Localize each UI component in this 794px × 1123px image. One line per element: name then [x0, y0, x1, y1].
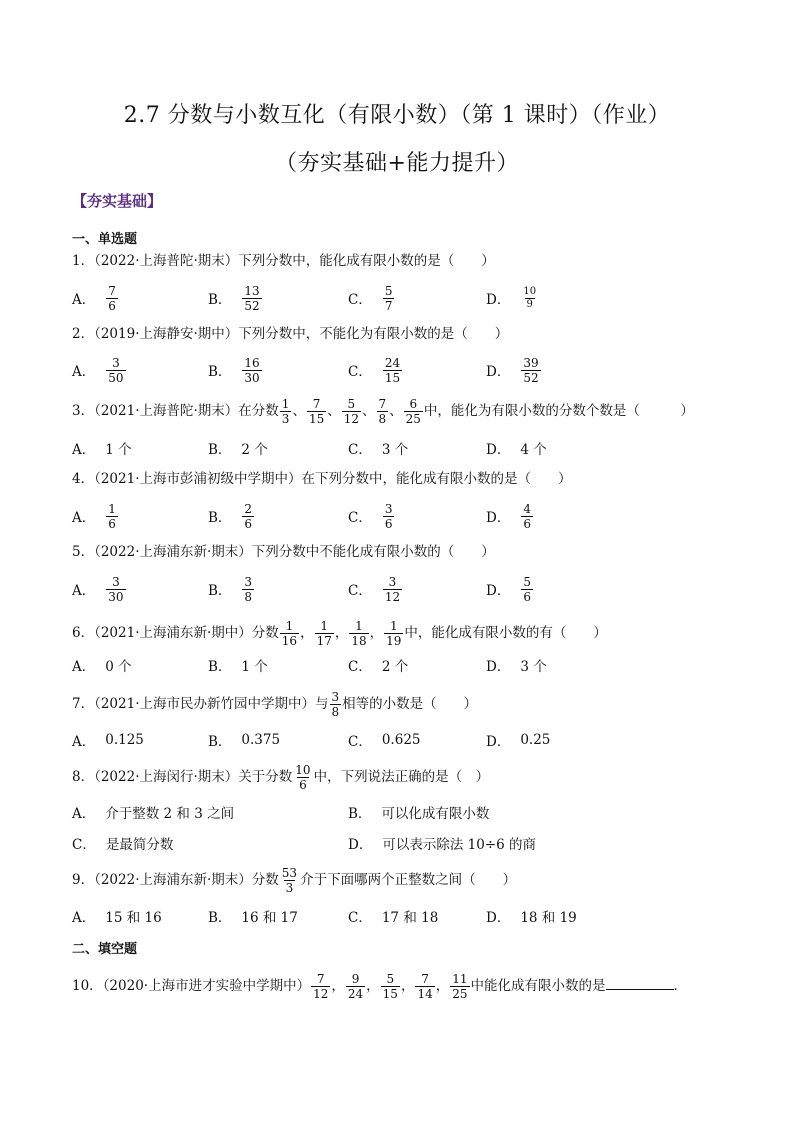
- option-letter: C．: [348, 510, 372, 526]
- option-text: 0.375: [241, 732, 281, 748]
- fraction-numerator: 13: [244, 283, 260, 298]
- fraction-denominator: 15: [384, 370, 401, 385]
- fraction: [315, 619, 334, 648]
- options-row-2: [72, 350, 752, 390]
- question-7: [72, 690, 477, 719]
- option-letter: A．: [72, 806, 96, 822]
- question-5: [72, 542, 495, 562]
- option-d: [486, 645, 547, 685]
- part1-heading: 一、单选题: [72, 232, 138, 247]
- fraction-numerator: 5: [384, 283, 393, 298]
- question-9: [72, 866, 516, 895]
- option-letter: C．: [72, 837, 96, 853]
- fraction-denominator: 24: [347, 987, 364, 1001]
- option-text: 0.125: [105, 732, 144, 748]
- question-number: 9．: [72, 872, 95, 888]
- fraction-denominator: 12: [384, 589, 401, 604]
- option-letter: D．: [486, 583, 511, 599]
- options-row-9: [72, 896, 752, 936]
- fraction: [521, 502, 533, 531]
- option-letter: C．: [348, 734, 372, 750]
- option-c: [348, 278, 395, 318]
- fraction-numerator: 3: [112, 574, 120, 589]
- option-letter: A．: [72, 910, 96, 926]
- fraction: [242, 284, 261, 313]
- option-letter: A．: [72, 364, 96, 380]
- question-number: 6．: [72, 625, 95, 641]
- option-letter: B．: [208, 510, 232, 526]
- option-d: [486, 896, 577, 936]
- question-source: （2022·上海普陀·期末）: [94, 253, 239, 269]
- section-tag: 【夯实基础】: [72, 192, 163, 210]
- option-letter: B．: [208, 910, 232, 926]
- option-c: [348, 569, 403, 609]
- question-number: 3．: [72, 403, 95, 419]
- option-letter: A．: [72, 659, 96, 675]
- question-10: [72, 972, 687, 1001]
- question-3: [72, 397, 694, 426]
- fraction: [383, 284, 395, 313]
- option-text: 3 个: [381, 442, 409, 458]
- option-b: [208, 350, 263, 390]
- question-suffix: 相等的小数是（ ）: [342, 696, 478, 712]
- question-suffix: 中能化成有限小数的是: [470, 978, 606, 994]
- separator: 、: [292, 403, 306, 419]
- fraction: [383, 356, 402, 385]
- fraction-numerator: 3: [384, 501, 393, 516]
- option-a: [72, 896, 162, 936]
- fraction: [242, 356, 261, 385]
- fraction: [349, 619, 368, 648]
- option-a: [72, 428, 132, 468]
- fraction-denominator: 3: [285, 881, 294, 895]
- fraction-denominator: 6: [108, 298, 116, 313]
- option-text: 15 和 16: [105, 910, 162, 926]
- option-c: [348, 896, 438, 936]
- option-letter: D．: [486, 292, 511, 308]
- question-prefix: 与: [315, 696, 329, 712]
- fraction-denominator: 25: [405, 412, 421, 426]
- separator: ，: [331, 978, 345, 994]
- fraction-denominator: 16: [281, 634, 298, 648]
- fraction-denominator: 15: [382, 987, 398, 1001]
- fraction: [242, 502, 254, 531]
- question-suffix: 中，能化成有限小数的有（ ）: [404, 625, 607, 641]
- fraction-numerator: 1: [389, 619, 398, 633]
- fraction-numerator: 7: [316, 972, 325, 986]
- option-text: 可以表示除法 10÷6 的商: [382, 837, 536, 853]
- option-letter: D．: [486, 910, 511, 926]
- option-text: 0 个: [105, 659, 132, 675]
- fraction-numerator: 3: [244, 574, 253, 589]
- option-c: [348, 428, 408, 468]
- fraction: [311, 972, 330, 1001]
- question-number: 1．: [72, 253, 95, 269]
- fraction-numerator: 5: [386, 972, 395, 986]
- fraction-denominator: 12: [313, 987, 329, 1001]
- option-letter: A．: [72, 583, 96, 599]
- fraction: [450, 972, 469, 1001]
- fraction-numerator: 5: [347, 397, 356, 411]
- option-text: 1 个: [241, 659, 268, 675]
- question-6: [72, 619, 607, 648]
- option-text: 可以化成有限小数: [381, 806, 490, 822]
- fraction: [377, 397, 389, 426]
- option-b: [208, 428, 268, 468]
- question-number: 10．: [72, 978, 103, 994]
- option-letter: D．: [486, 659, 511, 675]
- options-row-5: [72, 569, 752, 609]
- option-d: [486, 720, 550, 760]
- options-row-7: [72, 720, 752, 760]
- fraction: [280, 619, 299, 648]
- question-number: 5．: [72, 544, 95, 560]
- fraction-numerator: 10: [523, 285, 537, 297]
- option-d: [486, 496, 534, 536]
- question-number: 8．: [72, 769, 95, 785]
- question-source: （2021·上海普陀·期末）: [94, 403, 239, 419]
- fraction: [106, 502, 118, 531]
- question-source: （2022·上海浦东新·期末）: [94, 872, 252, 888]
- question-suffix: 中，下列说法正确的是（ ）: [313, 769, 490, 785]
- option-letter: B．: [208, 364, 232, 380]
- separator: 、: [327, 403, 341, 419]
- option-letter: C．: [348, 583, 372, 599]
- fraction-numerator: 1: [285, 619, 294, 633]
- option-c: [348, 496, 395, 536]
- question-prefix: 关于分数: [238, 769, 293, 785]
- fraction-numerator: 2: [244, 501, 253, 516]
- option-text: 2 个: [241, 442, 268, 458]
- option-d: [486, 350, 542, 390]
- fraction-numerator: 10: [295, 763, 311, 777]
- option-letter: B．: [208, 659, 232, 675]
- fraction: [521, 575, 533, 604]
- fraction: [521, 356, 540, 385]
- separator: 、: [389, 403, 403, 419]
- fraction-denominator: 8: [244, 589, 253, 604]
- fraction: [383, 575, 402, 604]
- option-a: [72, 720, 144, 760]
- fraction: [106, 284, 118, 313]
- option-text: 4 个: [520, 442, 547, 458]
- fraction-denominator: 7: [384, 298, 393, 313]
- question-source: （2021·上海市彭浦初级中学期中）: [94, 471, 302, 487]
- option-c: [72, 823, 173, 863]
- option-letter: C．: [348, 910, 372, 926]
- question-text: 下列分数中不能化成有限小数的（ ）: [251, 544, 495, 560]
- question-text: 下列分数中，不能化为有限小数的是（ ）: [238, 326, 509, 342]
- fraction-denominator: 30: [244, 370, 260, 385]
- question-source: （2021·上海浦东新·期中）: [94, 625, 252, 641]
- fraction-denominator: 17: [316, 634, 332, 648]
- fraction-denominator: 15: [308, 412, 325, 426]
- fraction-numerator: 7: [378, 397, 387, 411]
- fraction-denominator: 30: [108, 589, 124, 604]
- fraction-denominator: 25: [452, 987, 468, 1001]
- option-c: [348, 720, 421, 760]
- question-prefix: 分数: [251, 625, 279, 641]
- fraction-numerator: 16: [244, 355, 260, 370]
- fraction-numerator: 1: [355, 619, 363, 633]
- option-letter: B．: [208, 734, 232, 750]
- question-4: [72, 469, 572, 489]
- question-source: （2019·上海静安·期中）: [94, 326, 239, 342]
- option-c: [348, 645, 408, 685]
- options-row-6: [72, 645, 752, 685]
- fraction-numerator: 6: [409, 397, 418, 411]
- option-letter: A．: [72, 292, 96, 308]
- option-b: [208, 720, 280, 760]
- page-title: 2.7 分数与小数互化（有限小数）（第 1 课时）（作业）: [123, 103, 671, 128]
- option-a: [72, 645, 132, 685]
- option-letter: A．: [72, 510, 96, 526]
- option-text: 是最简分数: [105, 837, 174, 853]
- option-letter: A．: [72, 442, 96, 458]
- part2-heading: 二、填空题: [72, 942, 138, 957]
- option-a: [72, 569, 127, 609]
- fraction-denominator: 6: [523, 516, 531, 531]
- question-text: 下列分数中，能化成有限小数的是（ ）: [238, 253, 495, 269]
- fraction-numerator: 3: [388, 574, 397, 589]
- fraction-numerator: 11: [452, 972, 468, 986]
- option-b: [208, 496, 255, 536]
- option-b: [208, 896, 298, 936]
- fraction-numerator: 5: [523, 574, 531, 589]
- option-d: [486, 278, 539, 318]
- fraction: [404, 397, 423, 426]
- fraction-denominator: 6: [108, 516, 116, 531]
- option-text: 介于整数 2 和 3 之间: [105, 806, 235, 822]
- fraction-denominator: 9: [526, 298, 533, 310]
- fraction-denominator: 14: [417, 987, 433, 1001]
- question-source: （2020·上海市进才实验中学期中）: [102, 978, 311, 994]
- question-source: （2021·上海市民办新竹园中学期中）: [94, 696, 315, 712]
- fraction-numerator: 9: [351, 972, 360, 986]
- fraction: [330, 690, 342, 719]
- fraction-numerator: 3: [331, 690, 340, 704]
- option-text: 3 个: [520, 659, 547, 675]
- fraction: [280, 397, 292, 426]
- option-letter: C．: [348, 292, 372, 308]
- fraction-denominator: 6: [244, 516, 253, 531]
- fraction-numerator: 1: [320, 619, 329, 633]
- answer-blank: [606, 975, 674, 990]
- fraction-numerator: 53: [281, 866, 298, 880]
- option-text: 18 和 19: [520, 910, 577, 926]
- separator: 、: [362, 403, 376, 419]
- option-letter: C．: [348, 659, 372, 675]
- option-d: [486, 428, 547, 468]
- option-text: 1 个: [105, 442, 132, 458]
- option-letter: B．: [208, 292, 232, 308]
- page-subtitle: （夯实基础+能力提升）: [275, 151, 519, 176]
- option-letter: D．: [348, 837, 373, 853]
- option-text: 2 个: [381, 659, 409, 675]
- fraction-denominator: 8: [331, 705, 340, 719]
- options-row-8b: [72, 823, 752, 863]
- fraction-numerator: 1: [108, 501, 116, 516]
- fraction: [383, 502, 395, 531]
- question-end: ．: [673, 978, 687, 994]
- option-text: 17 和 18: [381, 910, 439, 926]
- fraction-denominator: 12: [343, 412, 359, 426]
- option-a: [72, 496, 119, 536]
- fraction: [415, 972, 434, 1001]
- fraction: [384, 619, 403, 648]
- fraction-numerator: 3: [112, 355, 120, 370]
- fraction-denominator: 52: [244, 298, 260, 313]
- question-number: 2．: [72, 326, 95, 342]
- option-letter: C．: [348, 442, 372, 458]
- fraction: [280, 866, 299, 895]
- fraction-denominator: 18: [351, 634, 367, 648]
- fraction-denominator: 52: [523, 370, 539, 385]
- option-text: 0.625: [381, 732, 421, 748]
- fraction: [106, 575, 125, 604]
- option-letter: D．: [486, 442, 511, 458]
- question-8: [72, 763, 489, 792]
- question-prefix: 在分数: [238, 403, 279, 419]
- question-1: [72, 251, 495, 271]
- fraction-numerator: 4: [523, 501, 531, 516]
- option-b: [208, 569, 255, 609]
- separator: ，: [366, 978, 380, 994]
- option-text: 0.25: [520, 732, 551, 748]
- fraction-denominator: 6: [523, 589, 531, 604]
- question-number: 7．: [72, 696, 95, 712]
- fraction: [242, 575, 254, 604]
- option-letter: B．: [208, 442, 232, 458]
- fraction: [381, 972, 400, 1001]
- fraction-numerator: 1: [281, 397, 290, 411]
- option-letter: B．: [348, 806, 372, 822]
- separator: ，: [435, 978, 450, 994]
- fraction-denominator: 3: [281, 412, 290, 426]
- separator: ，: [334, 625, 349, 641]
- option-letter: B．: [208, 583, 232, 599]
- fraction-denominator: 50: [108, 370, 124, 385]
- fraction-numerator: 7: [421, 972, 429, 986]
- question-text: 在下列分数中，能化成有限小数的是（ ）: [301, 471, 572, 487]
- options-row-4: [72, 496, 752, 536]
- option-letter: A．: [72, 734, 96, 750]
- question-source: （2022·上海浦东新·期末）: [94, 544, 252, 560]
- separator: ，: [300, 625, 314, 641]
- fraction-denominator: 6: [299, 778, 307, 792]
- fraction-numerator: 39: [523, 355, 539, 370]
- question-suffix: 中，能化为有限小数的分数个数是（ ）: [423, 403, 694, 419]
- option-a: [72, 278, 119, 318]
- option-letter: C．: [348, 364, 372, 380]
- option-text: 16 和 17: [241, 910, 298, 926]
- option-letter: D．: [486, 510, 511, 526]
- option-b: [208, 645, 268, 685]
- fraction-denominator: 19: [386, 634, 402, 648]
- fraction: [346, 972, 365, 1001]
- option-d: [486, 569, 534, 609]
- option-letter: D．: [486, 734, 511, 750]
- separator: ，: [400, 978, 415, 994]
- question-suffix: 介于下面哪两个正整数之间（ ）: [300, 872, 517, 888]
- fraction: [342, 397, 361, 426]
- fraction-denominator: 6: [384, 516, 393, 531]
- question-number: 4．: [72, 471, 95, 487]
- option-b: [208, 278, 263, 318]
- fraction-denominator: 8: [378, 412, 387, 426]
- option-d: [348, 823, 536, 863]
- fraction: [521, 286, 538, 311]
- fraction-numerator: 7: [312, 397, 321, 411]
- question-source: （2022·上海闵行·期末）: [94, 769, 239, 785]
- options-row-1: [72, 278, 752, 318]
- fraction-numerator: 7: [108, 283, 116, 298]
- fraction: [293, 763, 312, 792]
- fraction: [106, 356, 125, 385]
- option-letter: D．: [486, 364, 511, 380]
- question-prefix: 分数: [251, 872, 279, 888]
- options-row-3: [72, 428, 752, 468]
- option-c: [348, 350, 403, 390]
- fraction: [307, 397, 326, 426]
- fraction-numerator: 24: [384, 355, 401, 370]
- separator: ，: [369, 625, 384, 641]
- option-a: [72, 350, 127, 390]
- question-2: [72, 324, 508, 344]
